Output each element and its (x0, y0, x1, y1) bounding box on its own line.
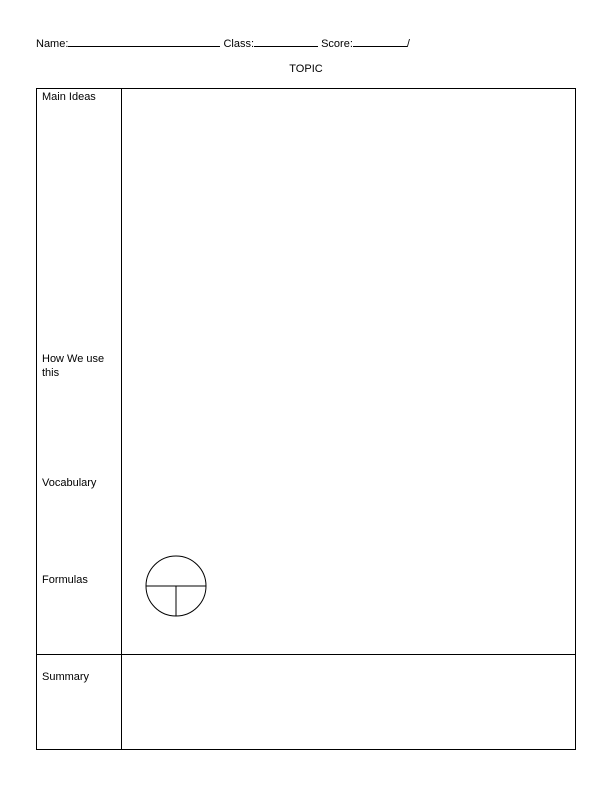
cue-main-ideas: Main Ideas (42, 91, 96, 103)
summary-divider (36, 654, 576, 655)
score-label: Score: (321, 38, 353, 50)
name-field[interactable] (68, 35, 220, 47)
formula-circle-icon (145, 555, 208, 618)
cue-how-we-use: How We use this (42, 353, 105, 379)
topic-title: TOPIC (289, 63, 323, 75)
cue-column-divider (121, 88, 122, 750)
cue-summary: Summary (42, 671, 90, 683)
cue-vocabulary: Vocabulary (42, 477, 97, 489)
notes-frame (36, 88, 576, 750)
score-field[interactable] (353, 35, 407, 47)
class-label: Class: (223, 38, 255, 50)
student-info-line (36, 35, 410, 51)
name-label: Name: (36, 38, 69, 50)
class-field[interactable] (254, 35, 318, 47)
cue-formulas: Formulas (42, 574, 88, 586)
score-separator: / (406, 38, 410, 50)
